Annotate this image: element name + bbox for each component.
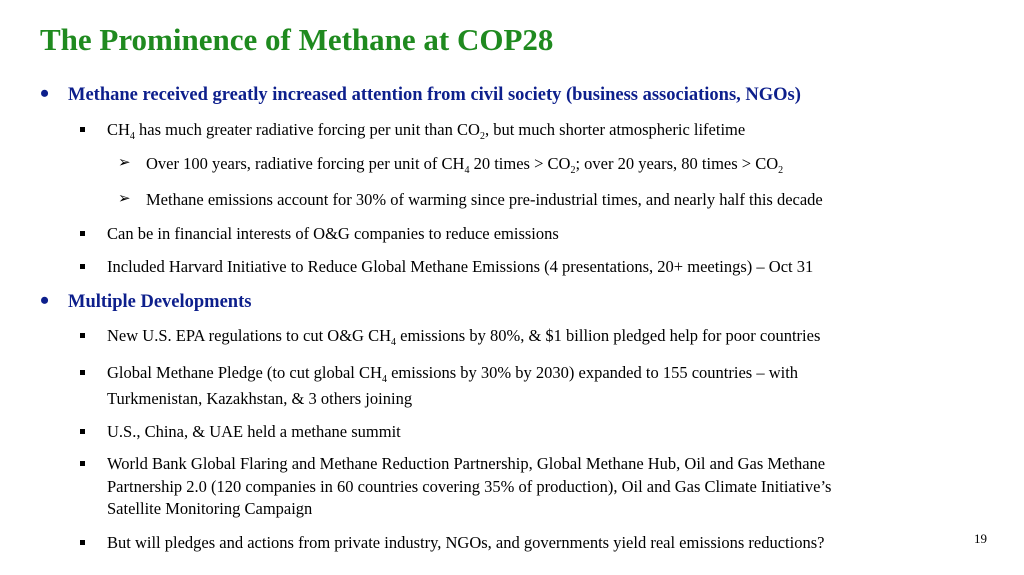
square-bullet-icon: [80, 461, 85, 466]
square-bullet-icon: [80, 540, 85, 545]
slide-title: The Prominence of Methane at COP28: [40, 22, 554, 57]
square-bullet-icon: [80, 370, 85, 375]
section-heading-text: Methane received greatly increased attention from civil society (business associations, NGOs): [68, 85, 801, 105]
square-bullet-icon: [80, 429, 85, 434]
square-bullet-icon: [80, 333, 85, 338]
bullet-dot-icon: •: [40, 79, 50, 108]
square-bullet-icon: [80, 231, 85, 236]
square-bullet-icon: [80, 264, 85, 269]
arrow-bullet-icon: ➢: [118, 191, 131, 207]
square-bullet-icon: [80, 127, 85, 132]
arrow-bullet-icon: ➢: [118, 155, 131, 171]
bullet-dot-icon: •: [40, 286, 50, 315]
page-number: 19: [974, 531, 987, 546]
section-heading-text: Multiple Developments: [68, 292, 252, 312]
